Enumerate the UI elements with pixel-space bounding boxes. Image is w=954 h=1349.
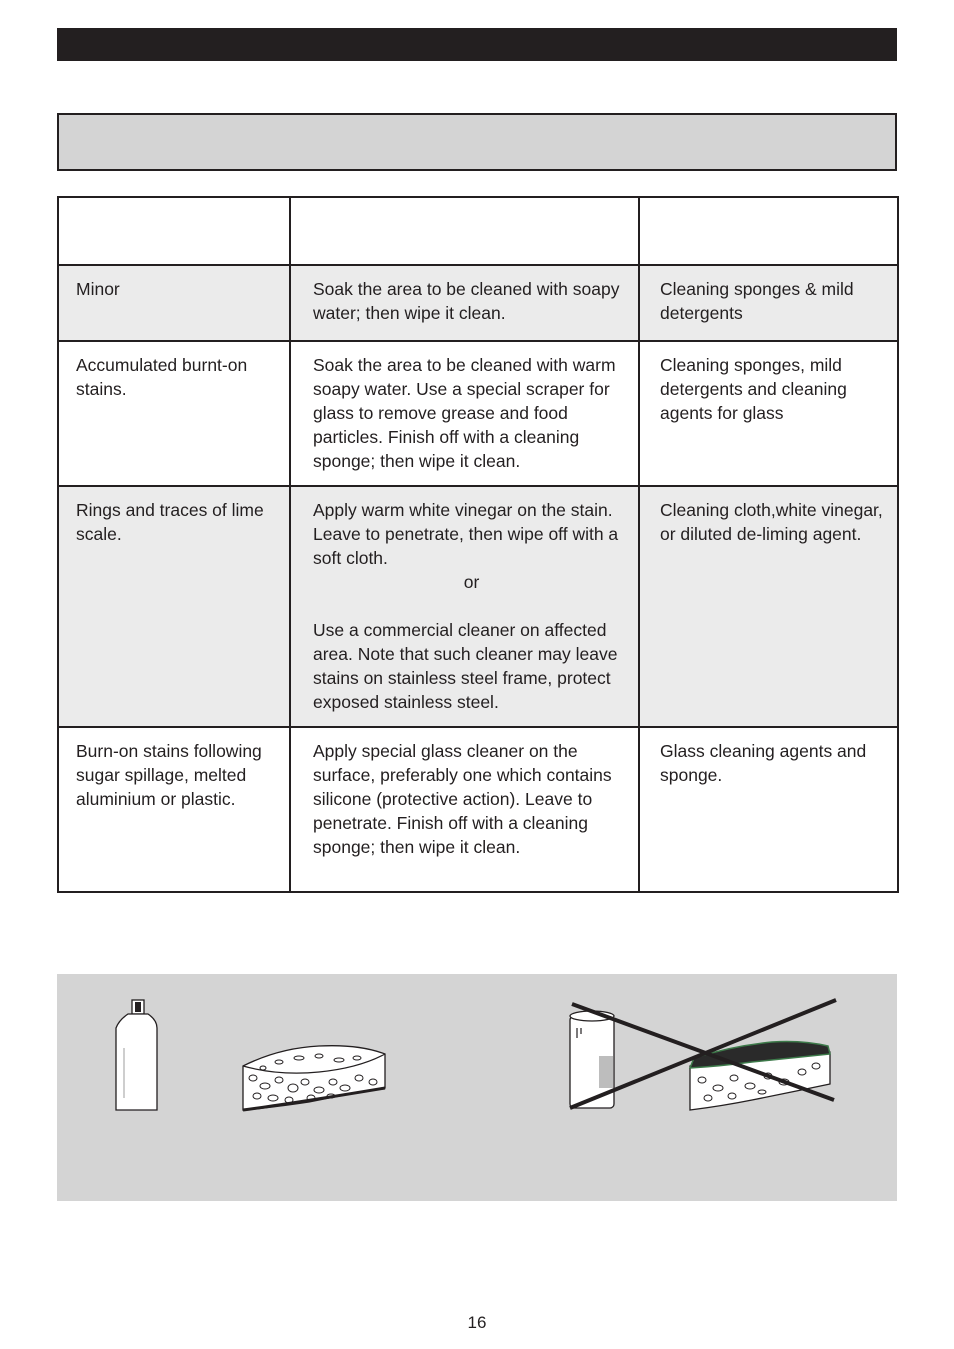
header-materials bbox=[639, 197, 898, 265]
method-cell: Soak the area to be cleaned with warm soapy water. Use a special scraper for glass to remove grease and food particles. Finish off with a cleaning sponge; then wipe it clean. bbox=[290, 341, 639, 486]
soft-sponge-icon bbox=[239, 1038, 389, 1113]
stain-cell: Rings and traces of lime scale. bbox=[58, 486, 290, 727]
stain-cell: Accumulated burnt-on stains. bbox=[58, 341, 290, 486]
table-header-row bbox=[58, 197, 898, 265]
table-row bbox=[58, 341, 898, 486]
table-row bbox=[58, 727, 898, 892]
header-stain bbox=[58, 197, 290, 265]
spacer bbox=[313, 594, 630, 618]
materials-cell: Glass cleaning agents and sponge. bbox=[639, 727, 898, 892]
stain-cell: Minor bbox=[58, 265, 290, 341]
method-cell: Apply special glass cleaner on the surface, preferably one which contains silicone (protective action). Leave to penetrate. Finish off with a cleaning sponge; then wipe it clean. bbox=[290, 727, 639, 892]
header-bar bbox=[57, 28, 897, 61]
method-text: Apply warm white vinegar on the stain. Leave to penetrate, then wipe off with a soft cloth. bbox=[313, 500, 619, 568]
cleaner-bottle-icon bbox=[113, 998, 161, 1113]
table-row bbox=[58, 265, 898, 341]
not-recommended-group bbox=[562, 996, 852, 1116]
method-or: or bbox=[463, 572, 480, 592]
method-cell: Soak the area to be cleaned with soapy water; then wipe it clean. bbox=[290, 265, 639, 341]
materials-cell: Cleaning sponges & mild detergents bbox=[639, 265, 898, 341]
materials-cell: Cleaning cloth,white vinegar, or diluted de-liming agent. bbox=[639, 486, 898, 727]
header-method bbox=[290, 197, 639, 265]
page-number: 16 bbox=[467, 1313, 487, 1332]
stain-cell: Burn-on stains following sugar spillage, melted aluminium or plastic. bbox=[58, 727, 290, 892]
section-heading-box bbox=[57, 113, 897, 171]
illustration-panel bbox=[57, 974, 897, 1201]
method-alt-text: Use a commercial cleaner on affected area. Note that such cleaner may leave stains on stainless steel frame, protect exposed stainless steel. bbox=[313, 620, 618, 712]
materials-cell: Cleaning sponges, mild detergents and cleaning agents for glass bbox=[639, 341, 898, 486]
method-cell bbox=[290, 486, 639, 727]
cleaning-table bbox=[57, 196, 899, 893]
table-row bbox=[58, 486, 898, 727]
